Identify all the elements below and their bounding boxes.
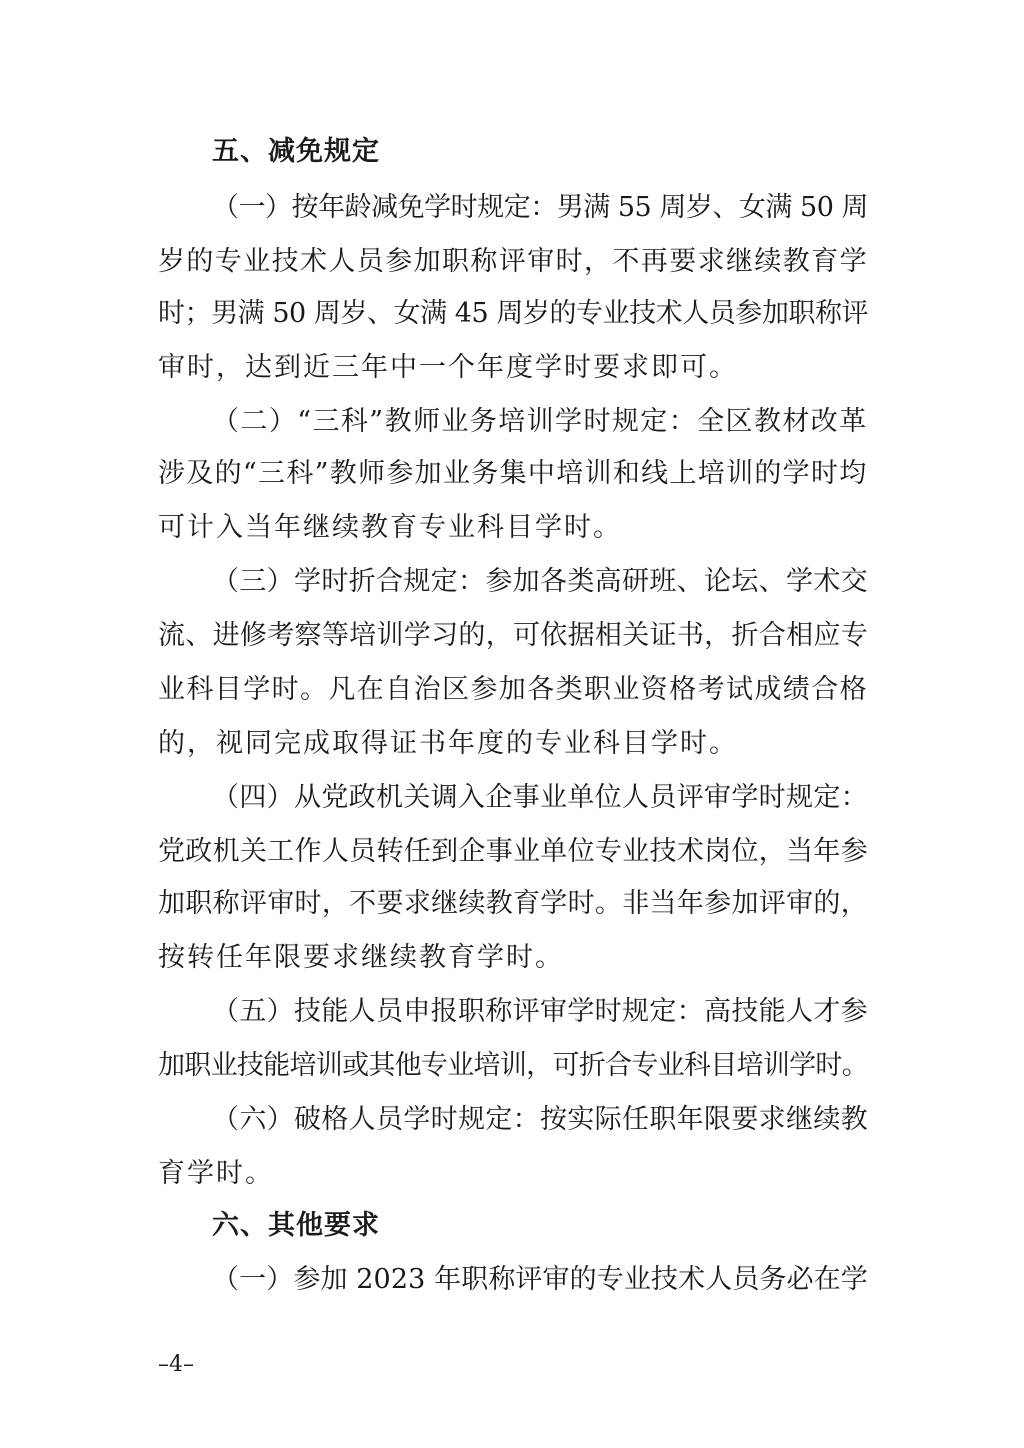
paragraph-line: 岁的专业技术人员参加职称评审时，不再要求继续教育学 bbox=[158, 246, 868, 277]
paragraph-line: 涉及的“三科”教师参加业务集中培训和线上培训的学时均 bbox=[158, 458, 868, 489]
paragraph-line: 党政机关工作人员转任到企事业单位专业技术岗位，当年参 bbox=[158, 836, 868, 867]
paragraph-line: （六）破格人员学时规定：按实际任职年限要求继续教 bbox=[212, 1104, 868, 1135]
paragraph-line: 时；男满 50 周岁、女满 45 周岁的专业技术人员参加职称评 bbox=[158, 298, 869, 329]
paragraph-line: （五）技能人员申报职称评审学时规定：高技能人才参 bbox=[212, 996, 868, 1027]
section-heading-exemptions: 五、减免规定 bbox=[212, 136, 380, 167]
paragraph-line: 的，视同完成取得证书年度的专业科目学时。 bbox=[158, 728, 738, 759]
paragraph-line: （三）学时折合规定：参加各类高研班、论坛、学术交 bbox=[212, 566, 868, 597]
paragraph-line: 加职称评审时，不要求继续教育学时。非当年参加评审的， bbox=[158, 888, 868, 919]
paragraph-line: （四）从党政机关调入企事业单位人员评审学时规定： bbox=[212, 782, 868, 813]
paragraph-line: 流、进修考察等培训学习的，可依据相关证书，折合相应专 bbox=[158, 620, 868, 651]
paragraph-line: （一）按年龄减免学时规定：男满 55 周岁、女满 50 周 bbox=[212, 192, 869, 223]
page-number: –4– bbox=[158, 1352, 194, 1377]
paragraph-line: 育学时。 bbox=[158, 1158, 274, 1189]
paragraph-line: （一）参加 2023 年职称评审的专业技术人员务必在学 bbox=[212, 1264, 868, 1295]
paragraph-line: 业科目学时。凡在自治区参加各类职业资格考试成绩合格 bbox=[158, 674, 868, 705]
paragraph-line: （二）“三科”教师业务培训学时规定：全区教材改革 bbox=[212, 406, 868, 437]
paragraph-line: 加职业技能培训或其他专业培训，可折合专业科目培训学时。 bbox=[158, 1050, 868, 1081]
paragraph-line: 审时，达到近三年中一个年度学时要求即可。 bbox=[158, 352, 738, 383]
section-heading-other-requirements: 六、其他要求 bbox=[212, 1210, 380, 1241]
paragraph-line: 可计入当年继续教育专业科目学时。 bbox=[158, 512, 622, 543]
paragraph-line: 按转任年限要求继续教育学时。 bbox=[158, 942, 564, 973]
